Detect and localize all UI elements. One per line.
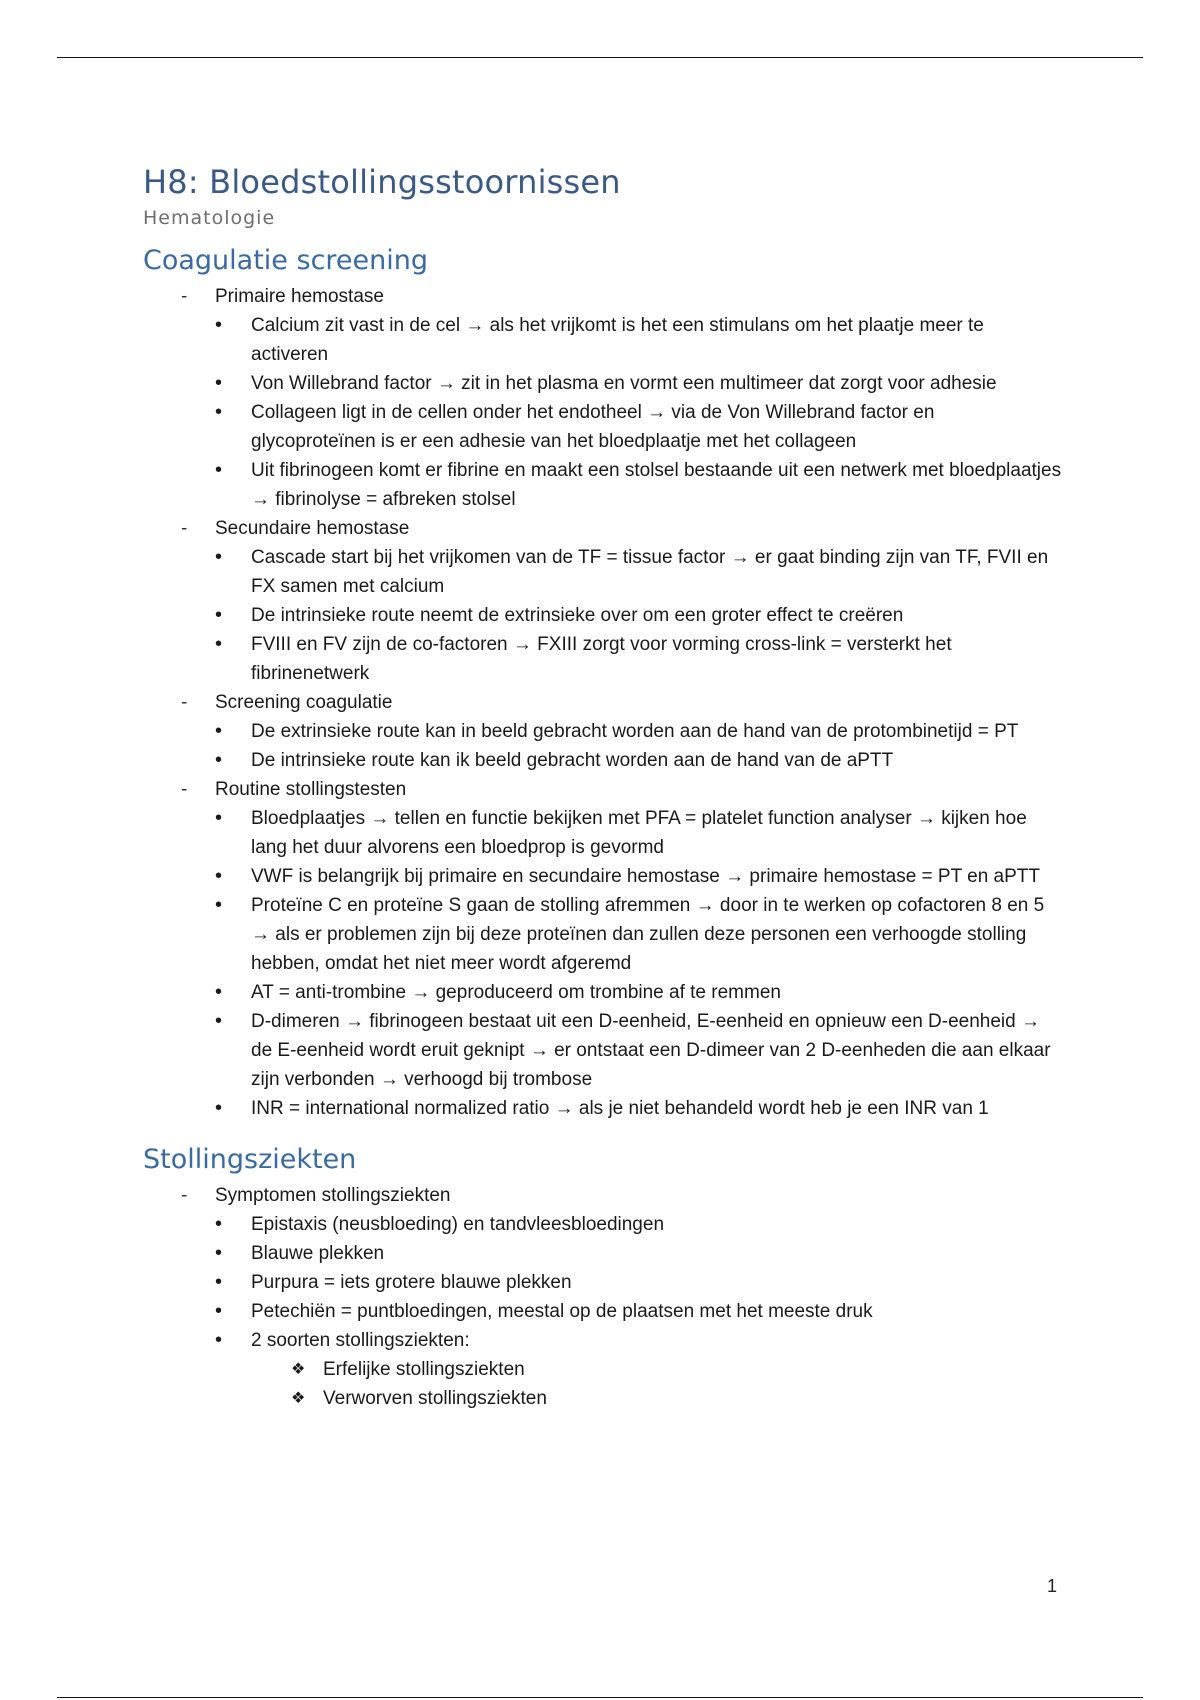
- list-item: [143, 775, 1063, 1123]
- bullet-item: • Bloedplaatjes → tellen en functie bekijken met PFA = platelet function analyser → kijken hoe lang het duur alvorens een bloedprop is gevormd: [215, 804, 1063, 862]
- bullet-list: [215, 311, 1063, 514]
- header-rule: [57, 57, 1143, 58]
- section-heading-stollingsziekten: Stollingsziekten: [143, 1144, 357, 1175]
- footer-rule: [57, 1697, 1143, 1698]
- section-heading-coagulatie: Coagulatie screening: [143, 245, 429, 276]
- list-item-label: - Routine stollingstesten: [215, 779, 407, 800]
- list-item: [143, 688, 1063, 775]
- bullet-item: • D-dimeren → fibrinogeen bestaat uit een D-eenheid, E-eenheid en opnieuw een D-eenheid → de E-eenheid wordt eruit geknipt → er ontstaat een D-dimeer van 2 D-eenheden die aan elkaar zijn verbonden → verhoogd bij trombose: [215, 1007, 1063, 1094]
- bullet-list: [215, 1210, 1063, 1355]
- section-list-stollingsziekten: [143, 1181, 1063, 1413]
- bullet-item: • Von Willebrand factor → zit in het plasma en vormt een multimeer dat zorgt voor adhesie: [215, 369, 1063, 398]
- bullet-item: • De extrinsieke route kan in beeld gebracht worden aan de hand van de protombinetijd = PT: [215, 717, 1063, 746]
- bullet-item: • De intrinsieke route kan ik beeld gebracht worden aan de hand van de aPTT: [215, 746, 1063, 775]
- bullet-item: • INR = international normalized ratio → als je niet behandeld wordt heb je een INR van 1: [215, 1094, 1063, 1123]
- list-item: [143, 514, 1063, 688]
- section-list-coagulatie: [143, 282, 1063, 1123]
- sub-bullet-list: [215, 1355, 1063, 1413]
- list-item-label: - Symptomen stollingsziekten: [215, 1185, 451, 1206]
- bullet-item: • AT = anti-trombine → geproduceerd om trombine af te remmen: [215, 978, 1063, 1007]
- page-number: 1: [1046, 1576, 1057, 1596]
- bullet-item: • FVIII en FV zijn de co-factoren → FXIII zorgt voor vorming cross-link = versterkt het fibrinenetwerk: [215, 630, 1063, 688]
- bullet-item: • Proteïne C en proteïne S gaan de stolling afremmen → door in te werken op cofactoren 8 en 5 → als er problemen zijn bij deze proteïnen dan zullen deze personen een verhoogde stolling hebben, omdat het niet meer wordt afgeremd: [215, 891, 1063, 978]
- list-item-label: - Screening coagulatie: [215, 692, 393, 713]
- list-item: [143, 282, 1063, 514]
- bullet-item: [215, 1326, 1063, 1355]
- bullet-item: • Uit fibrinogeen komt er fibrine en maakt een stolsel bestaande uit een netwerk met bloedplaatjes → fibrinolyse = afbreken stolsel: [215, 456, 1063, 514]
- sub-bullet-item: ❖ Verworven stollingsziekten: [215, 1384, 1063, 1413]
- document-subtitle: Hematologie: [143, 207, 276, 229]
- bullet-item: • Purpura = iets grotere blauwe plekken: [215, 1268, 1063, 1297]
- bullet-item: • Blauwe plekken: [215, 1239, 1063, 1268]
- bullet-list: [215, 543, 1063, 688]
- bullet-item: • Epistaxis (neusbloeding) en tandvleesbloedingen: [215, 1210, 1063, 1239]
- bullet-list: [215, 717, 1063, 775]
- list-item-label: - Secundaire hemostase: [215, 518, 410, 539]
- document-body: [143, 162, 1063, 1413]
- bullet-item: • VWF is belangrijk bij primaire en secundaire hemostase → primaire hemostase = PT en aPTT: [215, 862, 1063, 891]
- bullet-list: [215, 804, 1063, 1123]
- bullet-item: • De intrinsieke route neemt de extrinsieke over om een groter effect te creëren: [215, 601, 1063, 630]
- bullet-item: • Cascade start bij het vrijkomen van de TF = tissue factor → er gaat binding zijn van TF, FVII en FX samen met calcium: [215, 543, 1063, 601]
- list-item: [143, 1181, 1063, 1413]
- bullet-item: • Petechiën = puntbloedingen, meestal op de plaatsen met het meeste druk: [215, 1297, 1063, 1326]
- bullet-item: • Collageen ligt in de cellen onder het endotheel → via de Von Willebrand factor en glycoproteïnen is er een adhesie van het bloedplaatje met het collageen: [215, 398, 1063, 456]
- bullet-item-text: 2 soorten stollingsziekten:: [251, 1330, 470, 1351]
- sub-bullet-item: ❖ Erfelijke stollingsziekten: [215, 1355, 1063, 1384]
- list-item-label: - Primaire hemostase: [215, 286, 384, 307]
- document-title: H8: Bloedstollingsstoornissen: [143, 163, 621, 201]
- bullet-item: • Calcium zit vast in de cel → als het vrijkomt is het een stimulans om het plaatje meer te activeren: [215, 311, 1063, 369]
